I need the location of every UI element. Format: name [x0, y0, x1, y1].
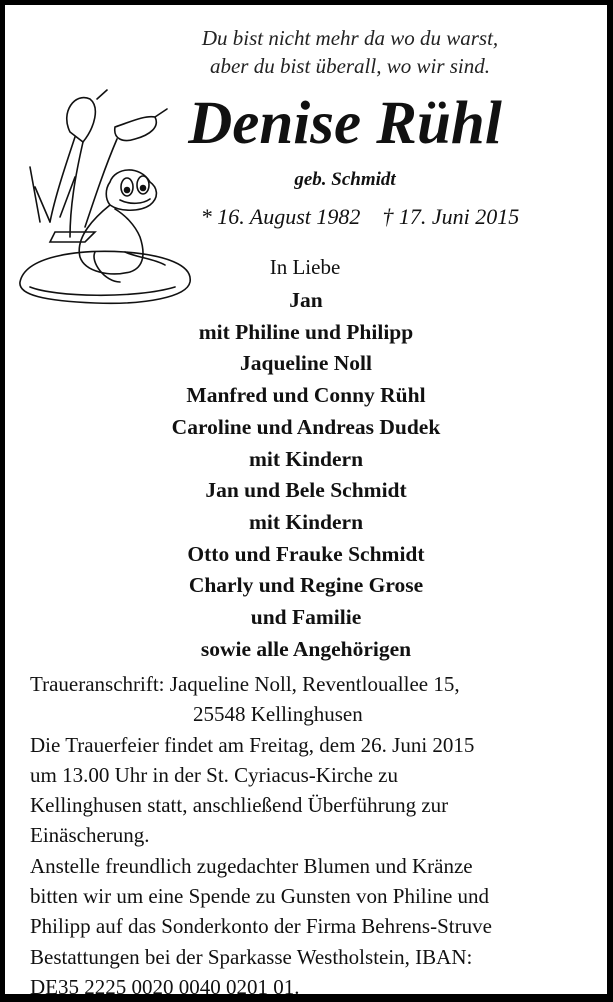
mourner-line: mit Kindern [248, 509, 364, 534]
mourner-line: Jan [289, 288, 323, 312]
deceased-name: Denise Rühl [188, 90, 502, 157]
mourner-line: Manfred und Conny Rühl [186, 383, 426, 408]
iban: DE35 2225 0020 0040 0201 01. [30, 974, 300, 999]
details-line: Bestattungen bei der Sparkasse Westholstein, IBAN: [30, 944, 473, 969]
mourner-line: sowie alle Angehörigen [200, 636, 412, 661]
mourner-line: Otto und Frauke Schmidt [187, 541, 425, 566]
quote-line-2: aber du bist überall, wo wir sind. [209, 54, 491, 78]
in-love-label: In Liebe [269, 255, 341, 279]
obituary-card [5, 5, 607, 999]
mourner-line: mit Kindern [248, 446, 364, 471]
mourning-address-city: 25548 Kellinghusen [193, 702, 363, 727]
mourner-line: Caroline und Andreas Dudek [171, 414, 441, 439]
mourner-line: Charly und Regine Grose [188, 573, 424, 598]
details-line: um 13.00 Uhr in der St. Cyriacus-Kirche zu [30, 762, 399, 787]
maiden-name: geb. Schmidt [294, 169, 396, 190]
details-line: bitten wir um eine Spende zu Gunsten von Philine und [30, 884, 490, 909]
details-line: Kellinghusen statt, anschließend Überführung zur [30, 793, 449, 818]
mourner-line: Jan und Bele Schmidt [205, 478, 407, 503]
details-line: Anstelle freundlich zugedachter Blumen und Kränze [30, 853, 473, 878]
mourners-list [5, 285, 607, 665]
details-line: Einäscherung. [30, 823, 150, 848]
quote-line-1: Du bist nicht mehr da wo du warst, [201, 26, 499, 50]
mourner-line: Jaqueline Noll [239, 351, 372, 376]
mourner-line: mit Philine und Philipp [198, 319, 414, 344]
details-line: Die Trauerfeier findet am Freitag, dem 26. Juni 2015 [30, 732, 475, 757]
details-text [30, 669, 600, 1002]
details-line: Philipp auf das Sonderkonto der Firma Behrens-Struve [30, 914, 492, 939]
birth-death-dates: * 16. August 1982 † 17. Juni 2015 [200, 204, 520, 229]
mourner-line: und Familie [250, 605, 362, 630]
mourning-address: Traueranschrift: Jaqueline Noll, Reventlouallee 15, [30, 672, 460, 696]
